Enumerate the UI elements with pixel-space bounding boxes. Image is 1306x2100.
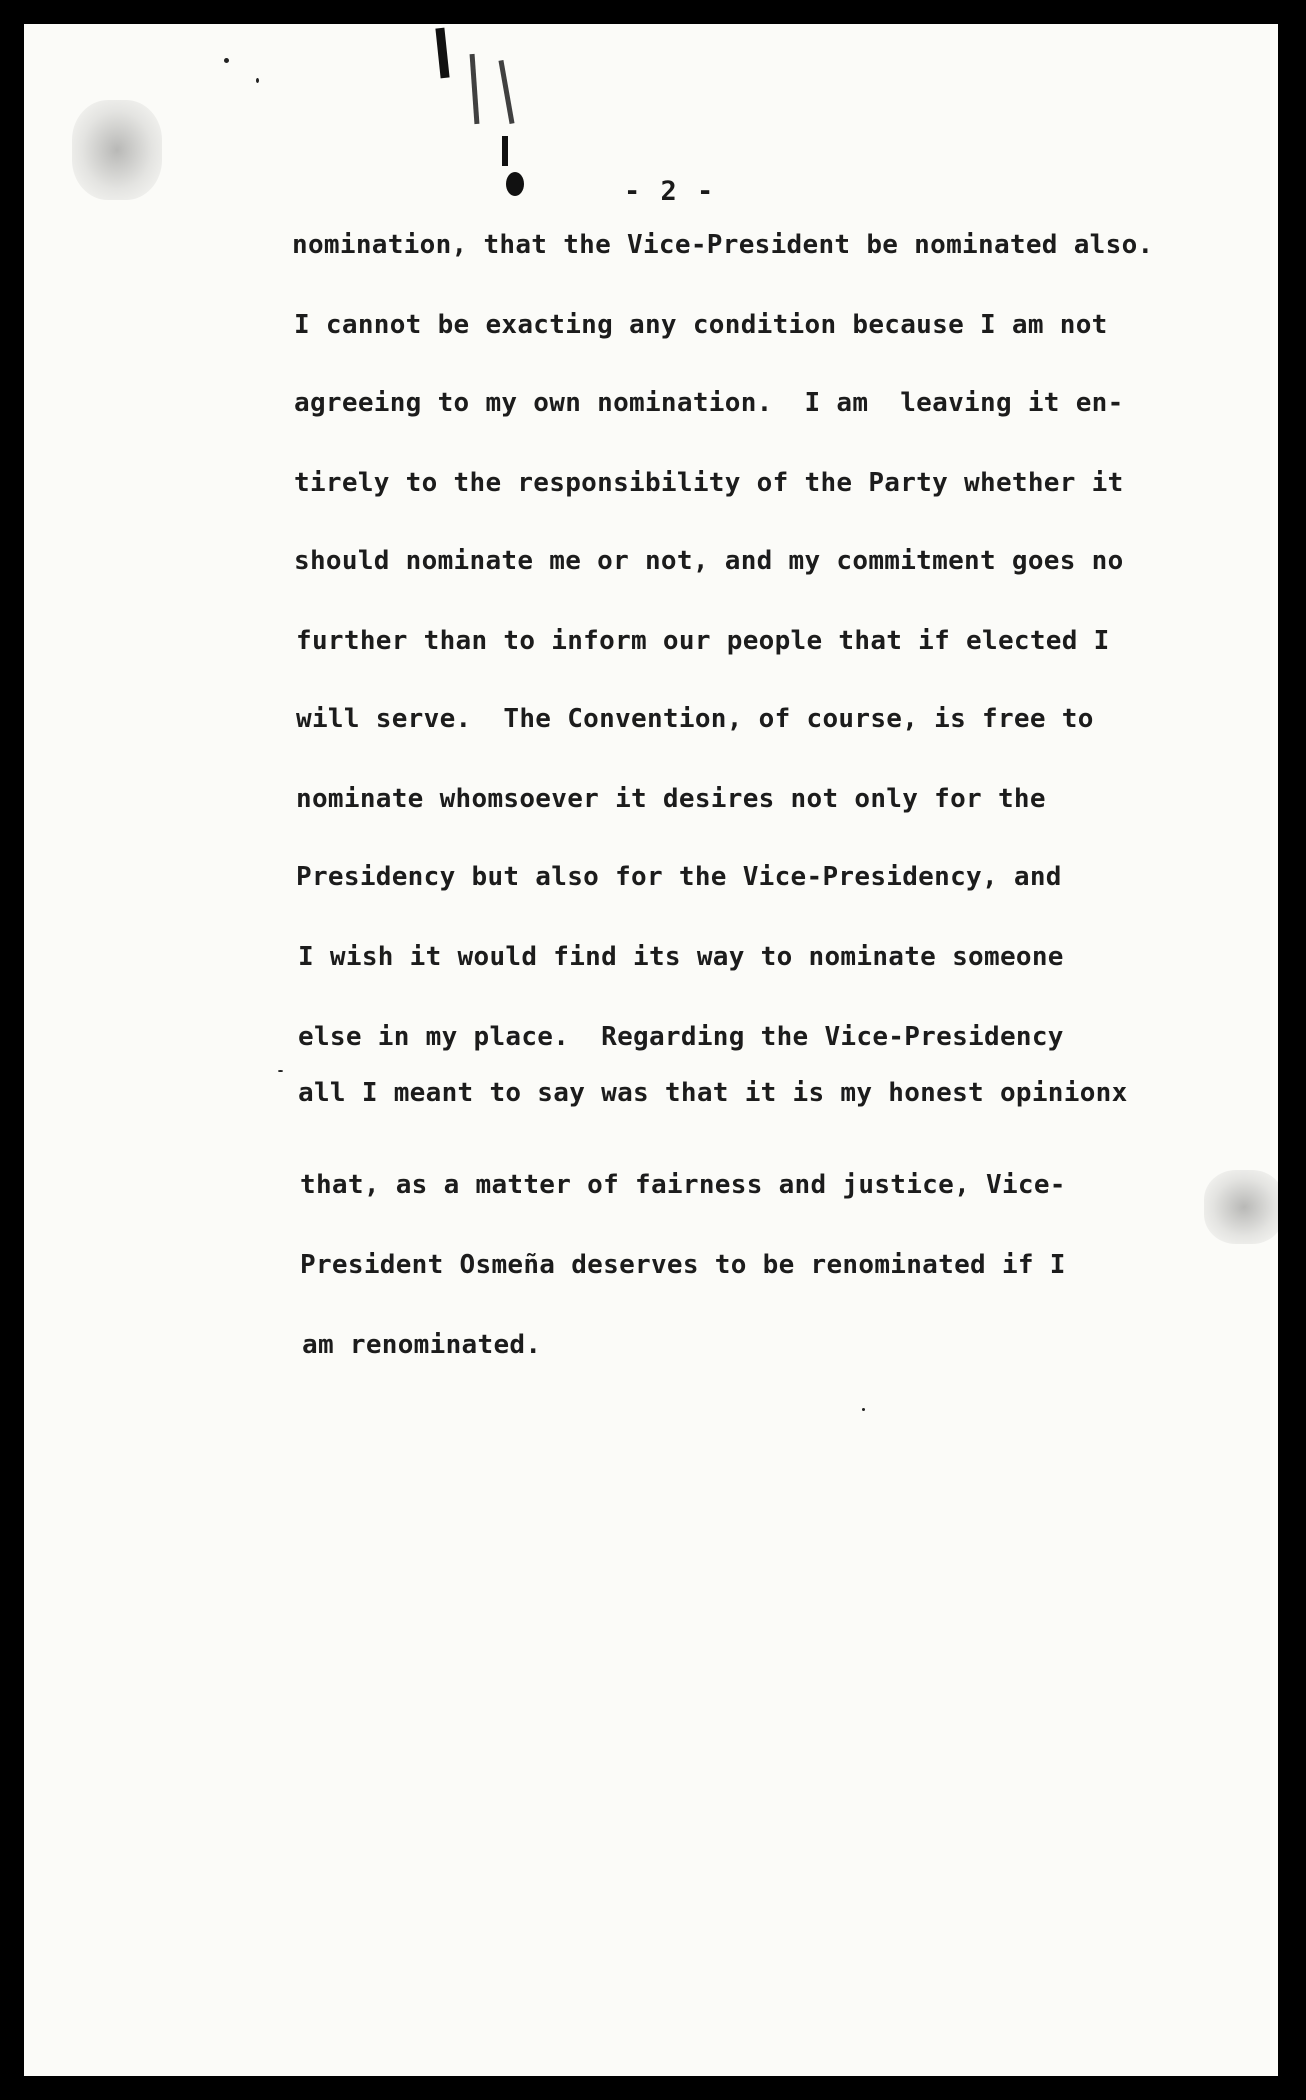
page-number: - 2 - bbox=[624, 176, 716, 207]
text-line: further than to inform our people that if elected I bbox=[296, 626, 1110, 656]
speck bbox=[862, 1408, 865, 1411]
text-line: I wish it would find its way to nominate someone bbox=[298, 942, 1064, 972]
text-line: agreeing to my own nomination. I am leaving it en- bbox=[294, 388, 1124, 418]
document-page bbox=[24, 24, 1278, 2076]
text-line: President Osmeña deserves to be renominated if I bbox=[300, 1250, 1066, 1280]
text-line: all I meant to say was that it is my honest opinionx bbox=[298, 1078, 1128, 1108]
punch-hole-mark bbox=[498, 60, 514, 124]
punch-hole-mark bbox=[435, 28, 449, 79]
text-line: Presidency but also for the Vice-Presidency, and bbox=[296, 862, 1062, 892]
smudge bbox=[1204, 1170, 1278, 1244]
text-line: should nominate me or not, and my commitment goes no bbox=[294, 546, 1124, 576]
text-line: I cannot be exacting any condition because I am not bbox=[294, 310, 1108, 340]
text-line: am renominated. bbox=[302, 1330, 542, 1360]
text-line: else in my place. Regarding the Vice-Presidency bbox=[298, 1022, 1064, 1052]
speck bbox=[256, 78, 259, 83]
speck bbox=[278, 1070, 283, 1072]
punch-hole-mark bbox=[502, 136, 508, 166]
text-line: nominate whomsoever it desires not only for the bbox=[296, 784, 1046, 814]
text-line: tirely to the responsibility of the Party whether it bbox=[294, 468, 1124, 498]
text-line: nomination, that the Vice-President be nominated also. bbox=[292, 230, 1154, 260]
text-line: that, as a matter of fairness and justice, Vice- bbox=[300, 1170, 1066, 1200]
smudge bbox=[72, 100, 162, 200]
punch-hole-mark bbox=[506, 172, 524, 196]
punch-hole-mark bbox=[470, 54, 480, 124]
speck bbox=[224, 58, 229, 63]
text-line: will serve. The Convention, of course, is free to bbox=[296, 704, 1094, 734]
